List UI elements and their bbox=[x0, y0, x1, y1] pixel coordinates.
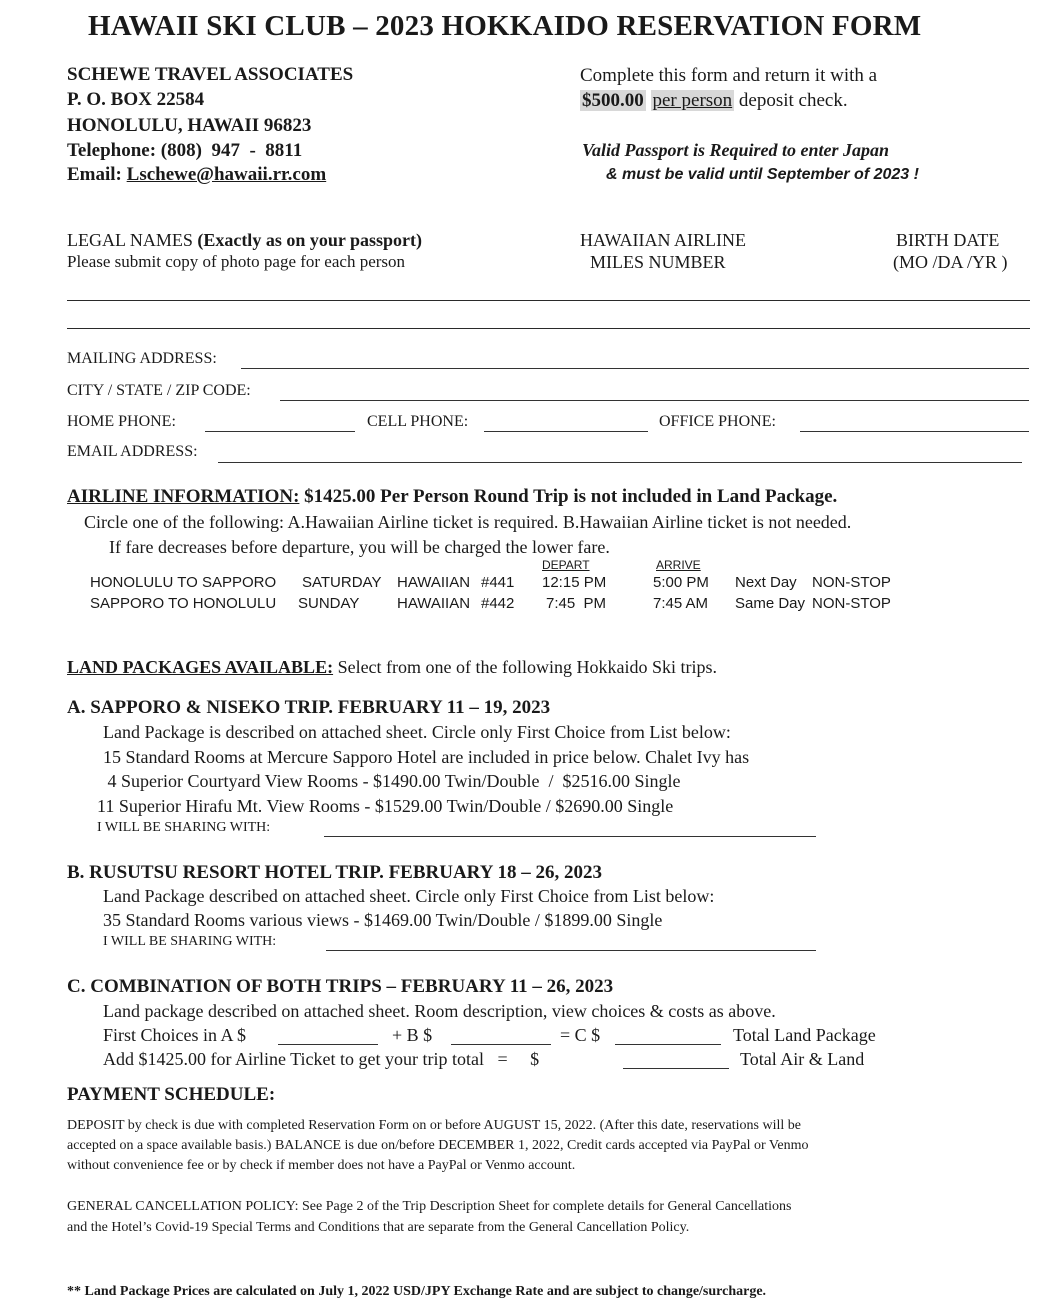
flight-arrival-day: Next Day bbox=[735, 574, 797, 591]
choice-b-amount-field[interactable] bbox=[451, 1044, 551, 1045]
passport-note-line1: Valid Passport is Required to enter Japan bbox=[582, 140, 890, 160]
office-phone-label: OFFICE PHONE: bbox=[659, 413, 776, 430]
land-packages-intro: Select from one of the following Hokkaido Ski trips. bbox=[337, 657, 718, 677]
agency-phone-label: Telephone: bbox=[67, 140, 157, 161]
payment-schedule-heading: PAYMENT SCHEDULE: bbox=[67, 1084, 276, 1105]
miles-heading-line2: MILES NUMBER bbox=[590, 252, 726, 272]
first-choices-label: First Choices in A $ bbox=[103, 1025, 247, 1045]
legal-names-heading bbox=[67, 230, 422, 251]
deposit-policy-line: DEPOSIT by check is due with completed Reservation Form on or before AUGUST 15, 2022. (After this date, reservations will be bbox=[67, 1118, 801, 1133]
miles-heading-line1: HAWAIIAN AIRLINE bbox=[580, 230, 747, 250]
email-address-label: EMAIL ADDRESS: bbox=[67, 443, 198, 460]
deposit-policy-line: without convenience fee or by check if member does not have a PayPal or Venmo account. bbox=[67, 1158, 576, 1173]
deposit-tail: deposit check. bbox=[738, 90, 848, 111]
equals-c-label: = C $ bbox=[560, 1025, 601, 1045]
flight-arrive-time: 5:00 PM bbox=[653, 574, 709, 591]
page-title: HAWAII SKI CLUB – 2023 HOKKAIDO RESERVATION FORM bbox=[88, 10, 922, 42]
home-phone-label: HOME PHONE: bbox=[67, 413, 176, 430]
legal-names-label: LEGAL NAMES bbox=[67, 230, 193, 250]
trip-a-line: 11 Superior Hirafu Mt. View Rooms - $1529.00 Twin/Double / $2690.00 Single bbox=[97, 796, 674, 816]
trip-a-line: 15 Standard Rooms at Mercure Sapporo Hotel are included in price below. Chalet Ivy has bbox=[103, 747, 750, 767]
airline-price-text: $1425.00 Per Person Round Trip is not included in Land Package. bbox=[304, 486, 838, 507]
deposit-amount: $500.00 bbox=[582, 90, 644, 111]
arrive-col-header: ARRIVE bbox=[656, 558, 701, 572]
trip-b-sharing-field[interactable] bbox=[326, 950, 816, 951]
trip-a-sharing-label: I WILL BE SHARING WITH: bbox=[97, 820, 271, 835]
flight-stops: NON-STOP bbox=[812, 574, 891, 591]
flight-depart-time: 12:15 PM bbox=[542, 574, 607, 591]
home-phone-field[interactable] bbox=[205, 431, 355, 432]
flight-carrier: HAWAIIAN bbox=[397, 595, 471, 612]
name-entry-line-1[interactable] bbox=[67, 300, 1030, 301]
flight-day: SUNDAY bbox=[298, 595, 360, 612]
passport-note-line2: & must be valid until September of 2023 ! bbox=[606, 166, 919, 183]
flight-number: #441 bbox=[481, 574, 515, 591]
trip-a-sharing-field[interactable] bbox=[324, 836, 816, 837]
instructions-line1: Complete this form and return it with a bbox=[580, 65, 878, 86]
email-address-field[interactable] bbox=[218, 462, 1022, 463]
city-state-zip-field[interactable] bbox=[280, 400, 1029, 401]
exchange-rate-footnote: ** Land Package Prices are calculated on July 1, 2022 USD/JPY Exchange Rate and are subject to change/surcharge. bbox=[67, 1284, 767, 1299]
trip-c-description: Land package described on attached sheet. Room description, view choices & costs as above. bbox=[103, 1001, 776, 1021]
total-air-land-amount-field[interactable] bbox=[623, 1068, 729, 1069]
trip-b-title: B. RUSUTSU RESORT HOTEL TRIP. FEBRUARY 18 – 26, 2023 bbox=[67, 862, 603, 883]
airline-circle-choice: Circle one of the following: A.Hawaiian Airline ticket is required. B.Hawaiian Airline ticket is not needed. bbox=[84, 512, 852, 532]
trip-a-line: Land Package is described on attached sheet. Circle only First Choice from List below: bbox=[103, 722, 731, 742]
cell-phone-label: CELL PHONE: bbox=[367, 413, 469, 430]
choice-a-amount-field[interactable] bbox=[278, 1044, 378, 1045]
cancellation-policy-line: and the Hotel’s Covid-19 Special Terms and Conditions that are separate from the General Cancellation Policy. bbox=[67, 1220, 690, 1235]
flight-number: #442 bbox=[481, 595, 515, 612]
flight-route: HONOLULU TO SAPPORO bbox=[90, 574, 277, 591]
trip-a-line: 4 Superior Courtyard View Rooms - $1490.00 Twin/Double / $2516.00 Single bbox=[103, 771, 681, 791]
flight-depart-time: 7:45 PM bbox=[546, 595, 607, 612]
agency-email-label: Email: bbox=[67, 164, 122, 185]
agency-email-link[interactable]: Lschewe@hawaii.rr.com bbox=[126, 164, 327, 185]
trip-b-line: 35 Standard Rooms various views - $1469.00 Twin/Double / $1899.00 Single bbox=[103, 910, 663, 930]
submit-copy-note: Please submit copy of photo page for each person bbox=[67, 252, 406, 271]
agency-po-box: P. O. BOX 22584 bbox=[67, 89, 205, 110]
agency-email-row bbox=[67, 164, 326, 186]
trip-a-title: A. SAPPORO & NISEKO TRIP. FEBRUARY 11 – 19, 2023 bbox=[67, 697, 551, 718]
airline-info-heading: AIRLINE INFORMATION: bbox=[67, 486, 300, 507]
agency-phone: (808) 947 - 8811 bbox=[160, 140, 303, 161]
trip-b-line: Land Package described on attached sheet. Circle only First Choice from List below: bbox=[103, 886, 715, 906]
instructions-deposit-row bbox=[580, 90, 848, 112]
land-packages-row bbox=[67, 657, 717, 678]
cancellation-policy-line: GENERAL CANCELLATION POLICY: See Page 2 of the Trip Description Sheet for complete details for General Cancellations bbox=[67, 1199, 792, 1214]
agency-name: SCHEWE TRAVEL ASSOCIATES bbox=[67, 64, 354, 85]
name-entry-line-2[interactable] bbox=[67, 328, 1030, 329]
plus-b-label: + B $ bbox=[392, 1025, 433, 1045]
total-air-land-label: Total Air & Land bbox=[740, 1049, 865, 1069]
agency-city: HONOLULU, HAWAII 96823 bbox=[67, 115, 312, 136]
city-state-zip-label: CITY / STATE / ZIP CODE: bbox=[67, 382, 251, 399]
total-land-package-label: Total Land Package bbox=[733, 1025, 876, 1045]
flight-carrier: HAWAIIAN bbox=[397, 574, 471, 591]
birth-date-heading-line2: (MO /DA /YR ) bbox=[893, 252, 1008, 272]
airline-fare-note: If fare decreases before departure, you will be charged the lower fare. bbox=[109, 537, 610, 557]
agency-phone-row bbox=[67, 140, 302, 162]
flight-arrive-time: 7:45 AM bbox=[653, 595, 709, 612]
land-packages-heading: LAND PACKAGES AVAILABLE: bbox=[67, 657, 334, 677]
flight-stops: NON-STOP bbox=[812, 595, 891, 612]
cell-phone-field[interactable] bbox=[484, 431, 648, 432]
flight-day: SATURDAY bbox=[302, 574, 382, 591]
trip-c-title: C. COMBINATION OF BOTH TRIPS – FEBRUARY 11 – 26, 2023 bbox=[67, 976, 614, 997]
deposit-per-person: per person bbox=[652, 90, 733, 111]
deposit-policy-line: accepted on a space available basis.) BALANCE is due on/before DECEMBER 1, 2022, Credit cards accepted via PayPal or Venmo bbox=[67, 1138, 809, 1153]
trip-b-sharing-label: I WILL BE SHARING WITH: bbox=[103, 934, 277, 949]
birth-date-heading-line1: BIRTH DATE bbox=[896, 230, 1000, 250]
total-land-amount-field[interactable] bbox=[615, 1044, 721, 1045]
depart-col-header: DEPART bbox=[542, 558, 590, 572]
mailing-address-label: MAILING ADDRESS: bbox=[67, 350, 217, 367]
office-phone-field[interactable] bbox=[800, 431, 1029, 432]
airline-info-row bbox=[67, 486, 837, 508]
legal-names-exactly: (Exactly as on your passport) bbox=[197, 230, 423, 250]
flight-arrival-day: Same Day bbox=[735, 595, 806, 612]
mailing-address-field[interactable] bbox=[241, 368, 1029, 369]
add-airline-label: Add $1425.00 for Airline Ticket to get your trip total = $ bbox=[103, 1049, 540, 1069]
flight-route: SAPPORO TO HONOLULU bbox=[90, 595, 277, 612]
